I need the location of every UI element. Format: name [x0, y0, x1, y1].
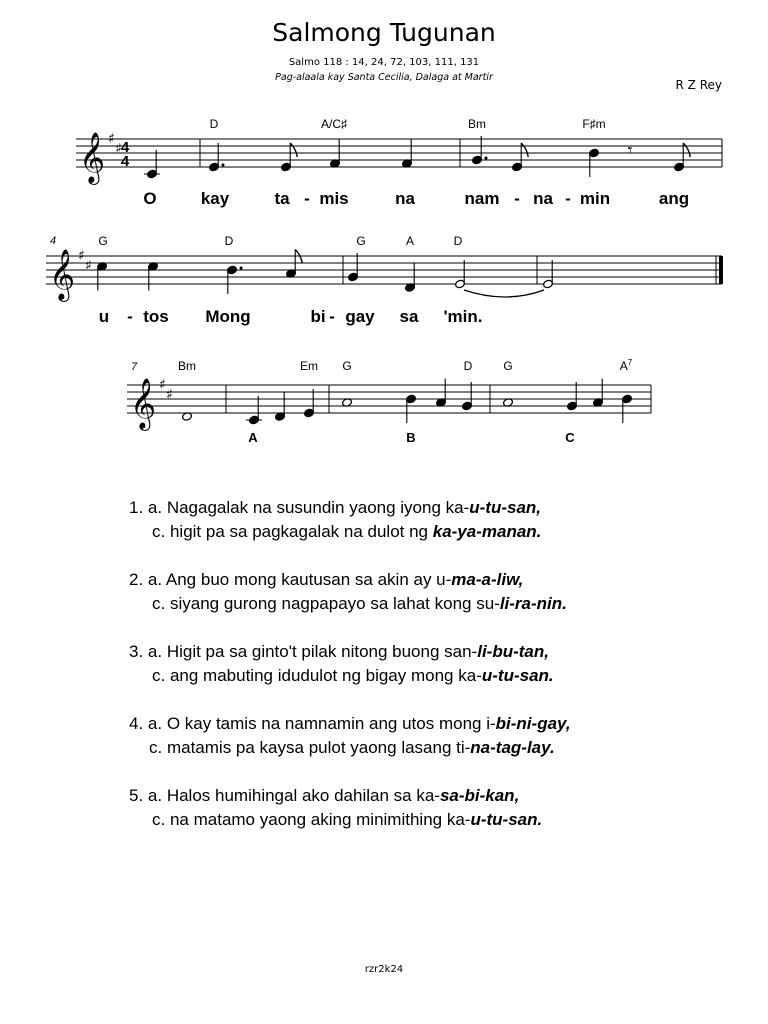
- footer-signature: rzr2k24: [364, 964, 404, 975]
- verse-line: 5. a. Halos humihingal ako dahilan sa ka-sa-bi-kan,: [129, 786, 520, 805]
- treble-clef: 𝄞: [130, 378, 157, 429]
- lyric-syllable: ang: [658, 189, 690, 208]
- chord-symbol: Em: [300, 359, 318, 373]
- lyric-syllable: -: [304, 189, 310, 208]
- chord-symbol: $A^7$: [619, 358, 633, 373]
- dot: [240, 267, 243, 270]
- lyric-syllable: O: [143, 189, 157, 208]
- chord-symbol: Bm: [468, 117, 486, 131]
- time-signature-top: 4: [120, 139, 130, 156]
- tie: [464, 290, 544, 297]
- composer: R Z Rey: [675, 78, 722, 92]
- verse-line: c. siyang gurong nagpapayo sa lahat kong su-li-ra-nin.: [152, 594, 567, 613]
- lyric-syllable: min: [579, 189, 611, 208]
- measure-number: 4: [50, 235, 57, 247]
- lyric-syllable: nam: [464, 189, 500, 208]
- chord-symbol: D: [224, 234, 234, 248]
- treble-clef: 𝄞: [49, 249, 76, 300]
- dot: [222, 164, 225, 167]
- measure-number: 7: [131, 361, 138, 373]
- lyric-syllable: kay: [200, 189, 230, 208]
- verse-line: 2. a. Ang buo mong kautusan sa akin ay u-ma-a-liw,: [129, 570, 524, 589]
- response-marker: A: [248, 430, 258, 445]
- lyric-syllable: 'min.: [443, 307, 483, 326]
- verse-line: c. matamis pa kaysa pulot yaong lasang ti-na-tag-lay.: [149, 738, 555, 757]
- verse-5: [129, 784, 571, 832]
- lyric-syllable: na: [395, 189, 415, 208]
- sharp-f: ♯: [108, 131, 115, 147]
- note-flag: [290, 143, 297, 157]
- lyric-syllable: mis: [319, 189, 349, 208]
- sharp-c: ♯: [85, 258, 92, 274]
- lyric-syllable: u: [98, 307, 110, 326]
- lyric-syllable: tos: [143, 307, 169, 326]
- chord-symbol: A: [405, 234, 415, 248]
- page-title: Salmong Tugunan: [272, 18, 496, 47]
- verse-line: c. ang mabuting idudulot ng bigay mong ka-u-tu-san.: [152, 666, 554, 685]
- lyric-syllable: na: [533, 189, 553, 208]
- treble-clef: 𝄞: [79, 132, 106, 183]
- verse-line: c. na matamo yaong aking minimithing ka-u-tu-san.: [152, 810, 543, 829]
- response-marker: B: [406, 430, 416, 445]
- lyric-syllable: sa: [399, 307, 419, 326]
- sharp-c: ♯: [166, 387, 173, 403]
- time-signature-bottom: 4: [120, 153, 130, 170]
- chord-symbol: G: [503, 359, 513, 373]
- lyric-syllable: bi: [310, 307, 326, 326]
- verse-line: 1. a. Nagagalak na susundin yaong iyong ka-u-tu-san,: [129, 498, 542, 517]
- verse-3: [129, 640, 571, 688]
- chord-symbol: D: [453, 234, 463, 248]
- verse-line: 3. a. Higit pa sa ginto't pilak nitong buong san-li-bu-tan,: [129, 642, 549, 661]
- dot: [485, 157, 488, 160]
- sharp-c: ♯: [115, 141, 122, 157]
- lyric-syllable: -: [329, 307, 335, 326]
- note-flag: [683, 143, 690, 157]
- eighth-rest: 𝄾: [627, 140, 633, 160]
- dedication: Pag-alaala kay Santa Cecilia, Dalaga at Martir: [275, 72, 493, 83]
- chord-symbol: G: [342, 359, 352, 373]
- chord-symbol: D: [463, 359, 473, 373]
- sharp-f: ♯: [78, 248, 85, 264]
- music-score: [0, 0, 768, 470]
- verse-line: c. higit pa sa pagkagalak na dulot ng ka-ya-manan.: [152, 522, 542, 541]
- chord-symbol: G: [98, 234, 108, 248]
- chord-symbol: A/C♯: [320, 117, 348, 131]
- lyric-syllable: -: [565, 189, 571, 208]
- verse-4: [129, 712, 571, 760]
- sharp-f: ♯: [159, 377, 166, 393]
- verse-2: [129, 568, 571, 616]
- lyric-syllable: ta: [274, 189, 290, 208]
- lyric-syllable: Mong: [205, 307, 251, 326]
- note-flag: [521, 143, 528, 157]
- chord-symbol: F♯m: [582, 117, 606, 131]
- chord-symbol: D: [209, 117, 219, 131]
- verse-1: [129, 496, 571, 544]
- response-marker: C: [565, 430, 575, 445]
- lyric-syllable: -: [127, 307, 133, 326]
- verse-line: 4. a. O kay tamis na namnamin ang utos mong i-bi-ni-gay,: [129, 714, 571, 733]
- chord-symbol: G: [356, 234, 366, 248]
- lyric-syllable: gay: [345, 307, 375, 326]
- chord-symbol: Bm: [178, 359, 196, 373]
- lyric-syllable: -: [514, 189, 520, 208]
- psalm-reference: Salmo 118 : 14, 24, 72, 103, 111, 131: [288, 57, 480, 68]
- verses: [129, 496, 571, 856]
